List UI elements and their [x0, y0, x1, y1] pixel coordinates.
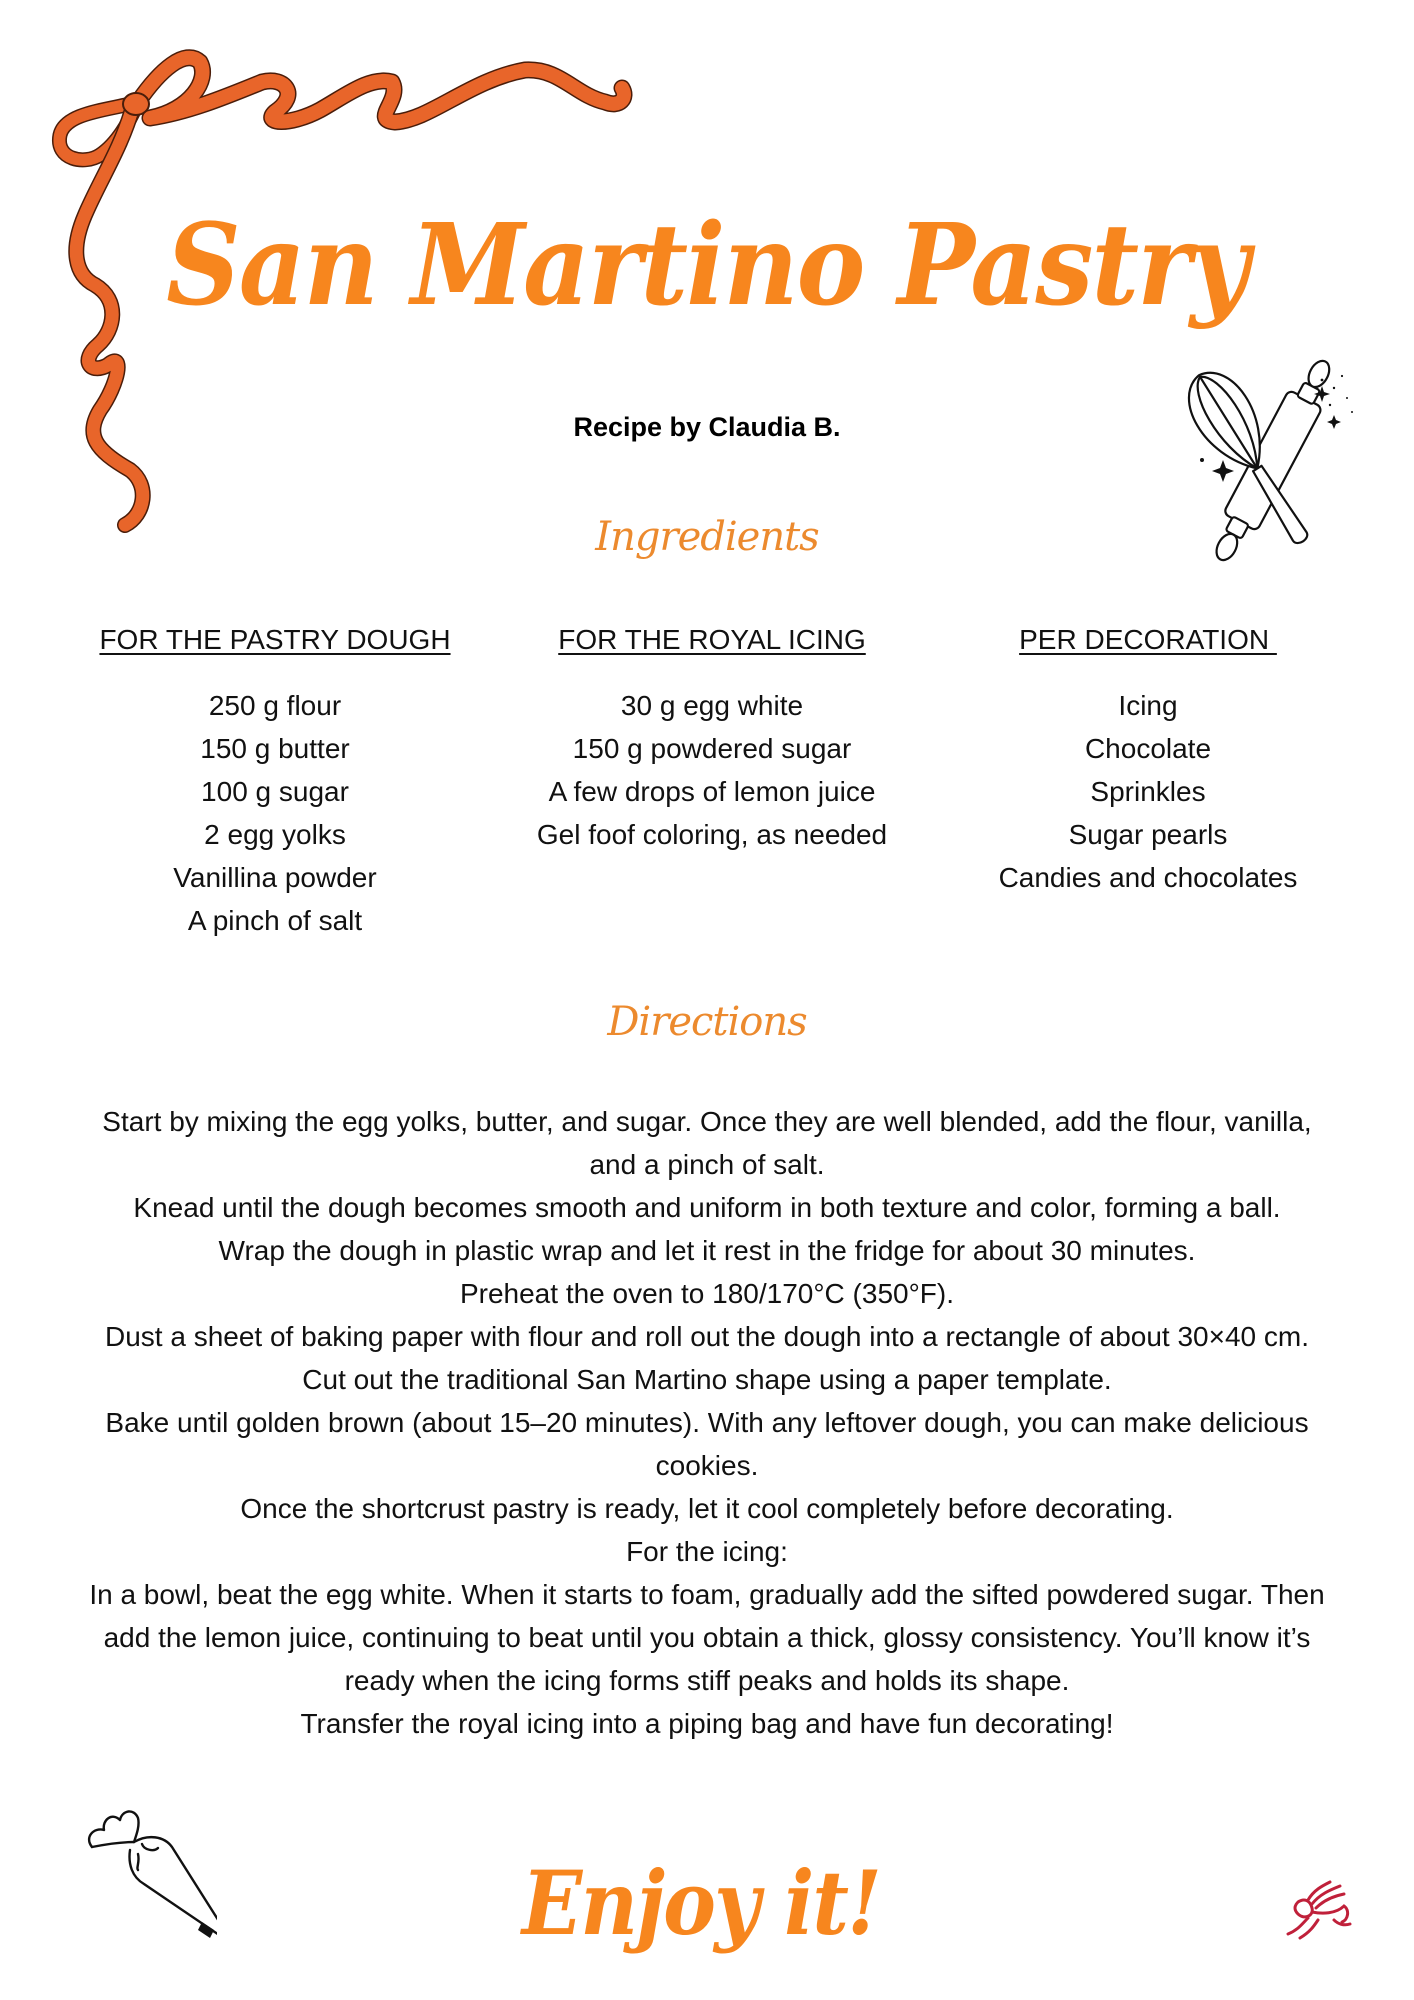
ingredient-item: A few drops of lemon juice	[548, 776, 876, 807]
ingredient-item: Vanillina powder	[173, 862, 377, 893]
ingredient-item: Sugar pearls	[1068, 819, 1228, 850]
ingredient-item: 30 g egg white	[620, 690, 804, 721]
ingredient-column-royal-icing	[492, 618, 932, 856]
recipe-title: San Martino Pastry	[166, 200, 1248, 331]
ingredient-item: A pinch of salt	[187, 905, 363, 936]
direction-step: Preheat the oven to 180/170°C (350°F).	[459, 1278, 955, 1309]
directions-body	[80, 1100, 1334, 1745]
direction-step: Bake until golden brown (about 15–20 minutes). With any leftover dough, you can make delicious cookies.	[105, 1407, 1309, 1481]
direction-step: In a bowl, beat the egg white. When it starts to foam, gradually add the sifted powdered sugar. Then add the lemon juice, continuing to beat until you obtain a thick, glossy consistency. You’ll know it’s ready when the icing forms stiff peaks and holds its shape.	[89, 1579, 1325, 1696]
ingredient-item: 2 egg yolks	[204, 819, 346, 850]
direction-step: Transfer the royal icing into a piping bag and have fun decorating!	[300, 1708, 1114, 1739]
ingredient-item: 150 g powdered sugar	[572, 733, 852, 764]
direction-step: Knead until the dough becomes smooth and uniform in both texture and color, forming a ball.	[133, 1192, 1281, 1223]
direction-step: Start by mixing the egg yolks, butter, and sugar. Once they are well blended, add the flour, vanilla, and a pinch of salt.	[102, 1106, 1312, 1180]
ingredient-item: 100 g sugar	[201, 776, 349, 807]
ingredient-item: Chocolate	[1084, 733, 1212, 764]
direction-step: Wrap the dough in plastic wrap and let it rest in the fridge for about 30 minutes.	[218, 1235, 1196, 1266]
ingredients-heading: Ingredients	[595, 514, 819, 560]
ingredient-column-decoration	[928, 618, 1368, 899]
ingredient-item: 150 g butter	[200, 733, 350, 764]
ingredient-item: Sprinkles	[1090, 776, 1206, 807]
ingredient-item: Candies and chocolates	[998, 862, 1298, 893]
column-heading: PER DECORATION	[1019, 624, 1277, 655]
directions-heading: Directions	[607, 999, 807, 1045]
ingredient-item: 250 g flour	[208, 690, 342, 721]
ingredient-item: Icing	[1118, 690, 1178, 721]
column-heading: FOR THE PASTRY DOUGH	[99, 624, 451, 655]
winged-lion-logo	[1278, 1880, 1358, 1942]
direction-step: Dust a sheet of baking paper with flour and roll out the dough into a rectangle of about 30×40 cm. Cut out the traditional San Martino shape using a paper template.	[104, 1321, 1309, 1395]
ingredient-item: Gel foof coloring, as needed	[536, 819, 888, 850]
direction-step: Once the shortcrust pastry is ready, let it cool completely before decorating.	[240, 1493, 1174, 1524]
ingredient-column-pastry-dough	[55, 618, 495, 942]
closing-message: Enjoy it!	[521, 1851, 881, 1955]
recipe-author: Recipe by Claudia B.	[573, 412, 841, 442]
column-heading: FOR THE ROYAL ICING	[558, 624, 866, 655]
direction-step: For the icing:	[626, 1536, 788, 1567]
